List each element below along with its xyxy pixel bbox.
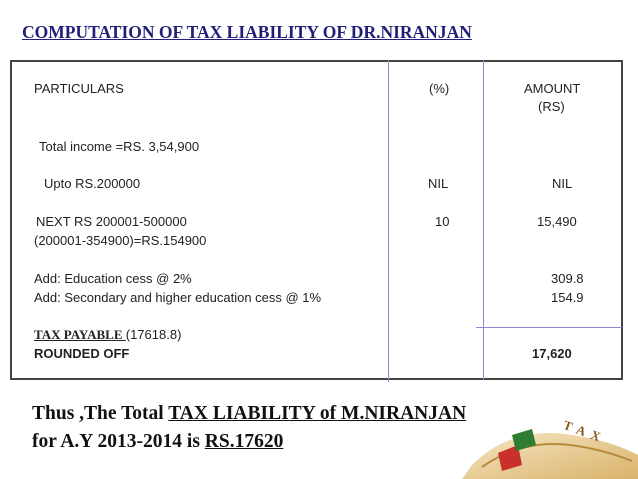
tax-payable-value: (17618.8)	[125, 327, 182, 342]
upto-amount: NIL	[552, 176, 573, 191]
header-particulars: PARTICULARS	[34, 81, 124, 96]
conclusion-highlight: TAX LIABILITY of M.NIRANJAN	[168, 403, 467, 424]
tax-payable-row	[34, 327, 181, 343]
page-title: COMPUTATION OF TAX LIABILITY OF DR.NIRANJAN	[22, 22, 472, 42]
education-cess-amount: 309.8	[551, 271, 584, 286]
next-slab-label: NEXT RS 200001-500000	[36, 214, 187, 229]
column-divider-amount	[483, 60, 484, 380]
next-slab-calculation: (200001-354900)=RS.154900	[34, 233, 207, 248]
secondary-cess-label: Add: Secondary and higher education cess @ 1%	[34, 290, 322, 305]
rounded-off-label: ROUNDED OFF	[34, 346, 130, 361]
upto-percent: NIL	[428, 176, 449, 191]
header-percent: (%)	[429, 81, 450, 96]
assessment-year-text: for A.Y 2013-2014 is	[32, 431, 205, 452]
total-income-label: Total income =RS. 3,54,900	[39, 139, 200, 154]
next-slab-amount: 15,490	[537, 214, 577, 229]
conclusion-prefix: Thus ,The Total	[32, 403, 169, 424]
tax-label: TAX	[561, 417, 609, 447]
conclusion-line-2	[32, 431, 283, 453]
upto-label: Upto RS.200000	[44, 176, 141, 191]
education-cess-label: Add: Education cess @ 2%	[34, 271, 192, 286]
secondary-cess-amount: 154.9	[551, 290, 584, 305]
header-amount-unit: (RS)	[538, 99, 565, 114]
rounded-off-amount: 17,620	[532, 346, 572, 361]
header-amount: AMOUNT	[524, 81, 581, 96]
total-tax-amount: RS.17620	[204, 431, 284, 452]
tax-graphic-icon	[452, 405, 638, 479]
total-rule	[476, 327, 622, 328]
column-divider-percent	[388, 60, 389, 382]
next-slab-percent: 10	[435, 214, 450, 229]
conclusion-line-1	[32, 403, 466, 425]
tax-payable-label: TAX PAYABLE	[34, 327, 126, 342]
